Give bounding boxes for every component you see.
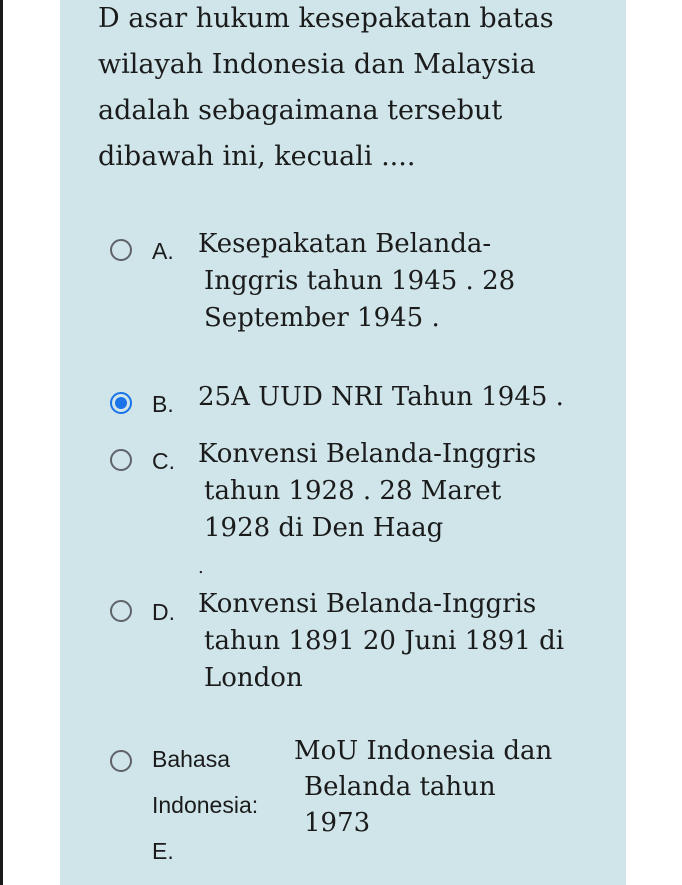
radio-unchecked-icon[interactable] [110,600,132,622]
option-line: MoU Indonesia dan [294,736,553,766]
option-letter: E. [152,838,174,864]
question-line: D asar hukum kesepakatan batas [98,3,554,34]
option-text [198,586,618,697]
option-letter: C. [152,448,175,474]
option-line: 25A UUD NRI Tahun 1945 . [198,382,564,412]
left-border [0,0,3,885]
option-prefix-line: Indonesia: [152,792,259,818]
option-text [198,226,578,337]
option-line: Konvensi Belanda-Inggris [198,589,537,619]
option-line: 1973 [304,808,371,838]
option-line: Inggris tahun 1945 . 28 [204,266,516,296]
option-text [294,733,594,841]
option-line: Kesepakatan Belanda- [198,229,492,259]
option-line: tahun 1891 20 Juni 1891 di [204,626,565,656]
option-line: Belanda tahun [304,772,496,802]
option-line: . [198,557,204,578]
option-letter: D. [152,599,175,625]
option-letter: A. [152,238,174,264]
question-line: wilayah Indonesia dan Malaysia [98,49,536,80]
radio-unchecked-icon[interactable] [110,449,132,471]
question-line: adalah sebagaimana tersebut [98,95,503,126]
radio-unchecked-icon[interactable] [110,239,132,261]
question-line: dibawah ini, kecuali .... [98,141,416,172]
radio-checked-icon[interactable] [110,392,132,414]
option-prefix-line: Bahasa [152,746,231,772]
option-letter: B. [152,391,174,417]
option-text [198,436,598,586]
option-line: tahun 1928 . 28 Maret [204,476,502,506]
option-text [198,379,598,416]
option-line: London [204,663,303,693]
option-line: 1928 di Den Haag [204,513,444,543]
option-line: September 1945 . [204,303,440,333]
option-line: Konvensi Belanda-Inggris [198,439,537,469]
question-text [98,0,578,180]
option-prefix [152,736,258,874]
radio-unchecked-icon[interactable] [110,750,132,772]
